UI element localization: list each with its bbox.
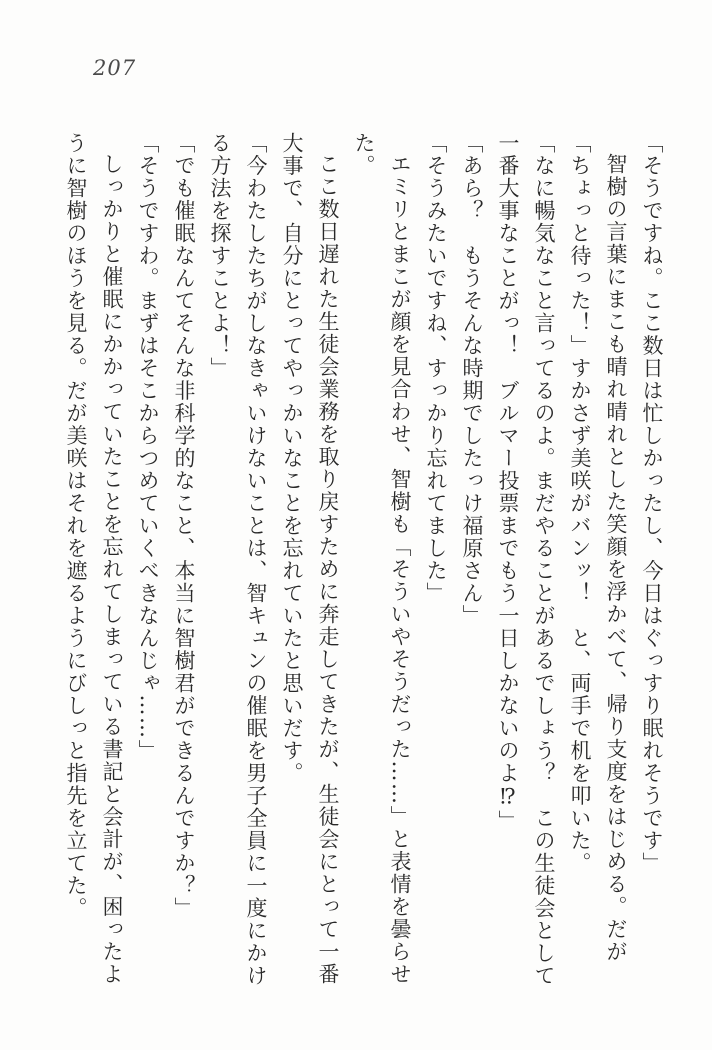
paragraph: ここ数日遅れた生徒会業務を取り戻すために奔走してきたが、生徒会にとって一番大事で、自分にとってやっかいなことを忘れていたと思いだす。 [280,132,340,986]
paragraph: 「でも催眠なんてそんな非科学的なこと、本当に智樹君ができるんですか？」 [172,132,196,920]
paragraph: しっかりと催眠にかかっていたことを忘れてしまっている書記と会計が、困ったように智樹のほうを見る。だが美咲はそれを遮るようにびしっと指先を立てた。 [64,132,124,986]
paragraph: 智樹の言葉にまこも晴れ晴れとした笑顔を浮かべて、帰り支度をはじめる。だが [604,153,628,963]
paragraph: 「ちょっと待った！」すかさず美咲がバンッ！ と、両手で机を叩いた。 [568,132,592,875]
text-block [58,132,670,992]
paragraph: 「あら？ もうそんな時期でしたっけ福原さん」 [460,132,484,627]
paragraph: 「そうみたいですね、すっかり忘れてました」 [424,132,448,605]
paragraph: 「なに暢気なこと言ってるのよ。まだやることがあるでしょう？ この生徒会として一番大事なことがっ！ ブルマー投票までもう一日しかないのよ⁉」 [496,132,556,987]
paragraph: 「今わたしたちがしなきゃいけないことは、智キュンの催眠を男子全員に一度にかける方法を探すことよ！」 [208,132,268,987]
paragraph: 「そうですわ。まずはそこからつめていくべきなんじゃ……」 [136,132,160,762]
paragraph: 「そうですね。ここ数日は忙しかったし、今日はぐっすり眠れそうです」 [640,132,664,875]
page-number: 207 [93,56,137,80]
paragraph: エミリとまこが顔を見合わせ、智樹も「そういやそうだった……」と表情を曇らせた。 [352,132,412,986]
